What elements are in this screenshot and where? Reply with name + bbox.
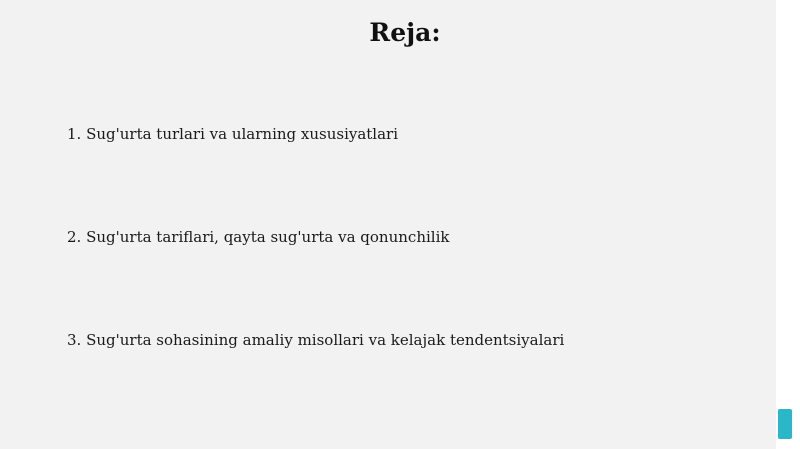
scrollbar-track[interactable]	[776, 0, 800, 449]
scrollbar-thumb[interactable]	[778, 409, 792, 439]
plan-item-2: 2. Sug'urta tariflari, qayta sug'urta va qonunchilik	[67, 228, 450, 246]
plan-item-3: 3. Sug'urta sohasining amaliy misollari va kelajak tendentsiyalari	[67, 331, 565, 349]
slide-title: Reja:	[369, 18, 441, 47]
plan-item-1: 1. Sug'urta turlari va ularning xususiyatlari	[67, 125, 399, 143]
